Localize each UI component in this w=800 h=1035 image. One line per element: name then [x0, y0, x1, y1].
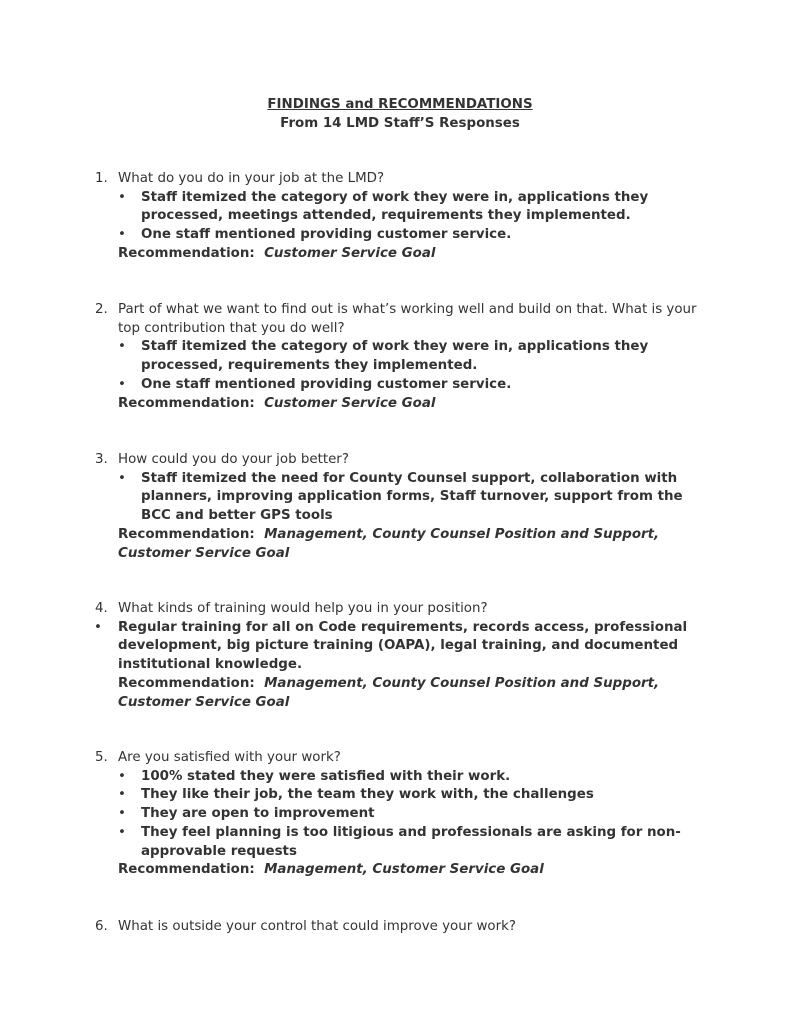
- bullet: •: [118, 189, 126, 205]
- recommendation-label: Recommendation:: [118, 675, 255, 691]
- document-title: [0, 95, 800, 133]
- findings-list: [0, 338, 800, 394]
- question: [0, 600, 700, 619]
- question-text: Are you satisfied with your work?: [118, 750, 341, 765]
- finding-item: • Staff itemized the category of work they were in, applications they processed, meetings attended, requirements they implemented.: [118, 189, 649, 224]
- finding-item: • Staff itemized the category of work they were in, applications they processed, requirements they implemented.: [118, 339, 649, 374]
- question-number: 3.: [95, 452, 108, 467]
- findings-list: [0, 470, 800, 526]
- title-subheading: From 14 LMD Staff’S Responses: [280, 116, 520, 131]
- section-3: [0, 451, 800, 563]
- recommendation: [0, 245, 678, 264]
- recommendation-label: Recommendation:: [118, 526, 255, 542]
- question: [0, 170, 700, 189]
- recommendation: [0, 395, 678, 414]
- bullet: •: [118, 787, 126, 803]
- question-number: 6.: [95, 919, 108, 934]
- bullet: •: [118, 376, 126, 392]
- question-text: Part of what we want to find out is what’s working well and build on that. What is your top contribution that you do well?: [118, 302, 697, 336]
- finding-item: • One staff mentioned providing customer service.: [0, 376, 703, 395]
- bullet: •: [94, 619, 102, 635]
- bullet: •: [118, 227, 126, 243]
- recommendation-label: Recommendation:: [118, 245, 255, 261]
- recommendation-label: Recommendation:: [118, 395, 255, 411]
- finding-item: • They are open to improvement: [0, 805, 703, 824]
- recommendation: [0, 861, 678, 880]
- bullet: •: [118, 768, 126, 784]
- bullet: •: [118, 806, 126, 822]
- recommendation-value: Management, County Counsel Position and Support, Customer Service Goal: [118, 526, 660, 561]
- section-1: [0, 170, 800, 264]
- section-4: [0, 600, 800, 712]
- question-number: 5.: [95, 750, 108, 765]
- recommendation-value: Customer Service Goal: [264, 395, 436, 411]
- question: [0, 749, 700, 768]
- question-number: 4.: [95, 601, 108, 616]
- question-text: What do you do in your job at the LMD?: [118, 171, 385, 186]
- finding-item: • Regular training for all on Code requirements, records access, professional development, big picture training (OAPA), legal training, and documented institutional knowledge.: [94, 619, 688, 673]
- finding-item: • One staff mentioned providing customer service.: [0, 226, 703, 245]
- bullet: •: [118, 339, 126, 355]
- finding-item: • Staff itemized the need for County Counsel support, collaboration with planners, improving application forms, Staff turnover, support from the BCC and better GPS tools: [118, 470, 683, 524]
- section-5: [0, 749, 800, 880]
- question: [0, 451, 700, 470]
- question: [0, 301, 700, 338]
- question-number: 1.: [95, 171, 108, 186]
- question: [0, 918, 700, 937]
- findings-list: [0, 768, 800, 862]
- recommendation-value: Management, County Counsel Position and Support, Customer Service Goal: [118, 675, 660, 710]
- recommendation: [0, 526, 678, 563]
- findings-list: [0, 189, 800, 245]
- question-number: 2.: [95, 302, 108, 317]
- recommendation-label: Recommendation:: [118, 862, 255, 878]
- finding-item: • They feel planning is too litigious and professionals are asking for non-approvable requests: [118, 824, 681, 859]
- question-text: What kinds of training would help you in your position?: [118, 601, 488, 616]
- question-text: What is outside your control that could improve your work?: [118, 919, 516, 934]
- bullet: •: [118, 470, 126, 486]
- section-6: [0, 918, 800, 937]
- findings-list: [0, 619, 800, 675]
- finding-item: • They like their job, the team they work with, the challenges: [0, 786, 703, 805]
- section-2: [0, 301, 800, 413]
- bullet: •: [118, 824, 126, 840]
- recommendation-value: Customer Service Goal: [264, 245, 436, 261]
- recommendation-value: Management, Customer Service Goal: [264, 862, 544, 878]
- question-text: How could you do your job better?: [118, 452, 349, 467]
- recommendation: [0, 675, 678, 712]
- title-heading: FINDINGS and RECOMMENDATIONS: [267, 97, 533, 112]
- finding-item: • 100% stated they were satisfied with their work.: [0, 768, 703, 787]
